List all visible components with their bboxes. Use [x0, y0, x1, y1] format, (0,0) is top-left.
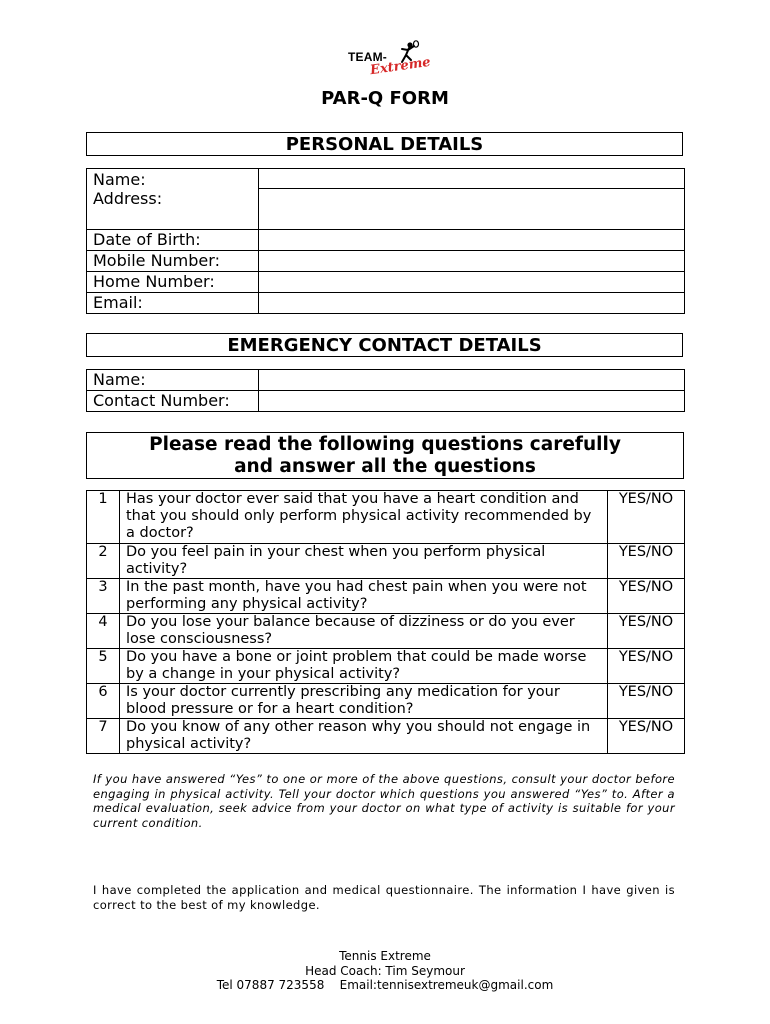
emergency-contact-heading: EMERGENCY CONTACT DETAILS: [86, 333, 683, 357]
footer-coach: Head Coach: Tim Seymour: [305, 963, 465, 978]
emergency-contact-table: [86, 369, 685, 412]
logo-script-text: Extreme: [369, 54, 432, 79]
personal-details-heading: PERSONAL DETAILS: [86, 132, 683, 156]
question-text: In the past month, have you had chest pain when you were not performing any physical activity?: [120, 579, 608, 614]
mobile-field[interactable]: [259, 251, 685, 272]
contact-number-field[interactable]: [259, 391, 685, 412]
declaration-text: I have completed the application and medical questionnaire. The information I have given is correct to the best of my knowledge.: [93, 883, 675, 912]
form-title: PAR-Q FORM: [321, 88, 449, 109]
yes-no-answer[interactable]: YES/NO: [608, 614, 685, 649]
question-text: Do you feel pain in your chest when you perform physical activity?: [120, 544, 608, 579]
personal-name-address-label: [87, 169, 259, 230]
question-number: 6: [87, 684, 120, 719]
emergency-name-field[interactable]: [259, 370, 685, 391]
address-label: Address:: [93, 189, 163, 208]
dob-field[interactable]: [259, 230, 685, 251]
question-text: Is your doctor currently prescribing any medication for your blood pressure or for a heart condition?: [120, 684, 608, 719]
question-row: [87, 649, 685, 684]
question-text: Has your doctor ever said that you have a heart condition and that you should only perform physical activity recommended by a doctor?: [120, 491, 608, 544]
questionnaire-heading-line2: and answer all the questions: [234, 456, 536, 477]
name-field[interactable]: [259, 169, 684, 189]
personal-details-table: [86, 168, 685, 314]
yes-no-answer[interactable]: YES/NO: [608, 719, 685, 754]
question-row: [87, 684, 685, 719]
question-text: Do you know of any other reason why you should not engage in physical activity?: [120, 719, 608, 754]
contact-number-label: Contact Number:: [87, 391, 259, 412]
yes-no-answer[interactable]: YES/NO: [608, 544, 685, 579]
footer-contact: [0, 978, 770, 993]
questions-table: [86, 490, 685, 754]
question-number: 4: [87, 614, 120, 649]
yes-no-answer[interactable]: YES/NO: [608, 491, 685, 544]
question-number: 1: [87, 491, 120, 544]
home-number-field[interactable]: [259, 272, 685, 293]
tennis-player-icon: [396, 40, 420, 66]
questionnaire-heading-line1: Please read the following questions carefully: [149, 434, 621, 455]
question-row: [87, 491, 685, 544]
address-field[interactable]: [259, 189, 684, 229]
question-row: [87, 719, 685, 754]
emergency-name-label: Name:: [87, 370, 259, 391]
question-text: Do you have a bone or joint problem that could be made worse by a change in your physical activity?: [120, 649, 608, 684]
question-row: [87, 614, 685, 649]
mobile-label: Mobile Number:: [87, 251, 259, 272]
question-number: 5: [87, 649, 120, 684]
medical-advice-note: If you have answered “Yes” to one or more of the above questions, consult your doctor before engaging in physical activity. Tell your doctor which questions you answered “Yes” to. After a medical evaluation, seek advice from your doctor on what type of activity is suitable for your current condition.: [93, 772, 675, 830]
question-text: Do you lose your balance because of dizziness or do you ever lose consciousness?: [120, 614, 608, 649]
question-row: [87, 579, 685, 614]
yes-no-answer[interactable]: YES/NO: [608, 649, 685, 684]
questionnaire-heading: [86, 432, 684, 479]
footer-phone: Tel 07887 723558: [216, 978, 325, 992]
team-extreme-logo: [338, 44, 438, 84]
dob-label: Date of Birth:: [87, 230, 259, 251]
email-field[interactable]: [259, 293, 685, 314]
question-number: 3: [87, 579, 120, 614]
question-number: 2: [87, 544, 120, 579]
footer: [0, 949, 770, 993]
home-number-label: Home Number:: [87, 272, 259, 293]
yes-no-answer[interactable]: YES/NO: [608, 684, 685, 719]
footer-email[interactable]: Email:tennisextremeuk@gmail.com: [339, 978, 554, 992]
question-number: 7: [87, 719, 120, 754]
question-row: [87, 544, 685, 579]
logo-team-text: TEAM-: [348, 50, 387, 64]
email-label: Email:: [87, 293, 259, 314]
yes-no-answer[interactable]: YES/NO: [608, 579, 685, 614]
name-label: Name:: [93, 170, 146, 189]
footer-company: Tennis Extreme: [339, 949, 431, 963]
name-address-cell: [259, 169, 685, 230]
personal-name-row: [87, 169, 685, 230]
